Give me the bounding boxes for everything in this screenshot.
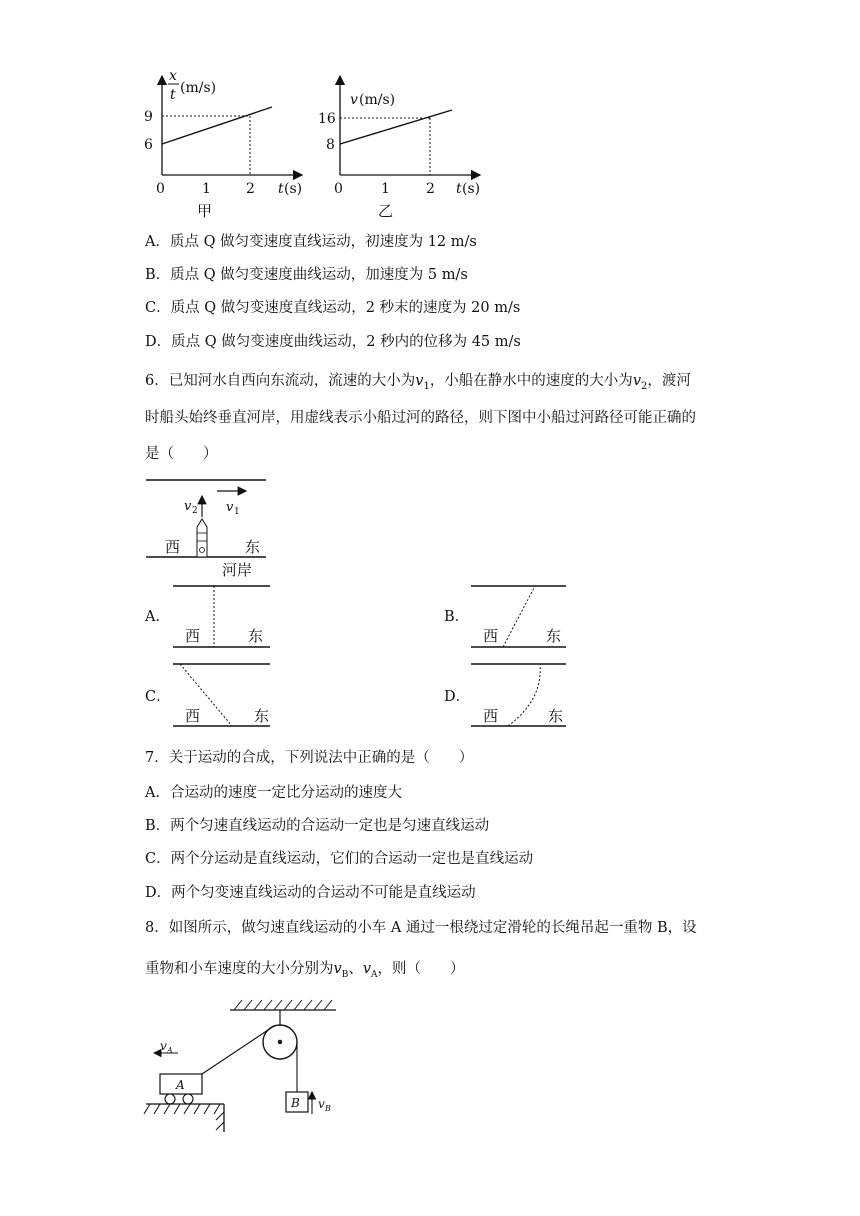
y-unit: (m/s): [180, 80, 217, 96]
pulley-figure: [140, 996, 350, 1136]
option-text: 质点 Q 做匀变速度直线运动，2 秒末的速度为 20 m/s: [170, 300, 521, 316]
x-tick: 0: [156, 181, 165, 197]
option-letter: B．: [145, 267, 171, 283]
graph-caption: 甲: [197, 202, 213, 220]
option-letter: C．: [145, 300, 171, 316]
x-tick: 1: [202, 181, 211, 197]
va-label: v: [160, 1039, 167, 1053]
v2-label: v: [184, 499, 192, 514]
q7-stem: 7．关于运动的合成，下列说法中正确的是（ ）: [145, 750, 474, 766]
weight-b-label: B: [291, 1096, 300, 1110]
x-tick: 2: [246, 181, 255, 197]
q5-option-d: [145, 332, 521, 352]
q8-text: ，则（ ）: [377, 961, 465, 977]
west-label: 西: [185, 707, 201, 725]
v1-symbol: v: [415, 373, 424, 389]
q6-text: ，小船在静水中的速度的大小为: [429, 373, 633, 389]
x-label: t: [278, 181, 284, 197]
y-label-num: x: [169, 68, 177, 84]
west-label: 西: [483, 627, 499, 645]
west-label: 西: [165, 538, 181, 556]
y-unit: (m/s): [359, 92, 396, 108]
east-label: 东: [546, 627, 562, 645]
y-tick: 8: [326, 137, 335, 153]
option-text: 质点 Q 做匀变速度曲线运动，2 秒内的位移为 45 m/s: [171, 334, 521, 350]
q8-separator: 、: [348, 961, 363, 977]
q6-option-b-figure: [468, 582, 573, 652]
x-tick: 2: [426, 181, 435, 197]
y-tick: 6: [144, 137, 153, 153]
q7-option-c: C．两个分运动是直线运动，它们的合运动一定也是直线运动: [145, 851, 534, 867]
q8-line-1: 8．如图所示，做匀速直线运动的小车 A 通过一根绕过定滑轮的长绳吊起一重物 B，设: [145, 920, 697, 936]
east-label: 东: [254, 707, 270, 725]
q6-text: ，渡河: [647, 373, 691, 389]
q6-option-c-letter: C．: [145, 689, 171, 705]
q6-option-a-letter: A．: [145, 609, 170, 625]
q6-text: 6．已知河水自西向东流动，流速的大小为: [145, 373, 416, 389]
q6-line-1: [145, 371, 691, 397]
q6-option-a-figure: [170, 582, 275, 652]
option-letter: A．: [145, 234, 170, 250]
option-text: 质点 Q 做匀变速度直线运动，初速度为 12 m/s: [169, 234, 477, 250]
v2-symbol: v: [632, 373, 642, 389]
v1-label-sub: 1: [234, 507, 240, 517]
v2-subscript: 2: [641, 380, 648, 392]
x-unit: (s): [284, 181, 303, 197]
y-tick: 9: [144, 109, 153, 125]
y-tick: 16: [318, 111, 336, 127]
graph-yi: [318, 68, 493, 223]
x-tick: 1: [381, 181, 390, 197]
q6-option-d-figure: [468, 660, 573, 730]
x-label: t: [456, 181, 462, 197]
vb-symbol: v: [333, 961, 342, 977]
east-label: 东: [248, 627, 264, 645]
option-letter: D．: [145, 334, 172, 350]
vb-label: v: [318, 1097, 325, 1111]
va-symbol: v: [362, 961, 372, 977]
q5-option-c: [145, 298, 520, 318]
v2-label-sub: 2: [192, 506, 198, 516]
v1-label: v: [226, 500, 234, 515]
y-label: v: [350, 92, 358, 108]
vb-label-sub: B: [325, 1104, 331, 1113]
east-label: 东: [548, 707, 564, 725]
vb-subscript: B: [341, 969, 349, 980]
q7-option-a: A．合运动的速度一定比分运动的速度大: [145, 785, 402, 801]
west-label: 西: [185, 627, 201, 645]
river-boat-figure: [140, 475, 270, 585]
y-label-den: t: [170, 87, 176, 103]
q7-option-d: D．两个匀变速直线运动的合运动不可能是直线运动: [145, 885, 476, 901]
q6-line-2: 时船头始终垂直河岸，用虚线表示小船过河的路径，则下图中小船过河路径可能正确的: [145, 410, 696, 426]
q5-option-b: [145, 265, 468, 285]
q6-line-3: 是（ ）: [145, 446, 218, 462]
graph-caption: 乙: [378, 202, 394, 220]
car-a-label: A: [176, 1078, 185, 1092]
q6-option-d-letter: D．: [444, 689, 471, 705]
q8-line-2: [145, 959, 465, 985]
x-tick: 0: [334, 181, 343, 197]
east-label: 东: [245, 538, 261, 556]
bank-label: 河岸: [222, 561, 253, 579]
q6-option-b-letter: B．: [444, 609, 470, 625]
v1-subscript: 1: [423, 380, 430, 392]
va-label-sub: A: [167, 1046, 173, 1055]
q7-option-b: B．两个匀速直线运动的合运动一定也是匀速直线运动: [145, 818, 490, 834]
q8-text: 重物和小车速度的大小分别为: [145, 961, 334, 977]
q5-option-a: [145, 232, 477, 252]
va-subscript: A: [371, 969, 378, 980]
option-text: 质点 Q 做匀变速度曲线运动，加速度为 5 m/s: [170, 267, 468, 283]
west-label: 西: [483, 707, 499, 725]
graph-jia: [140, 68, 315, 223]
q6-option-c-figure: [170, 660, 275, 730]
x-unit: (s): [462, 181, 481, 197]
